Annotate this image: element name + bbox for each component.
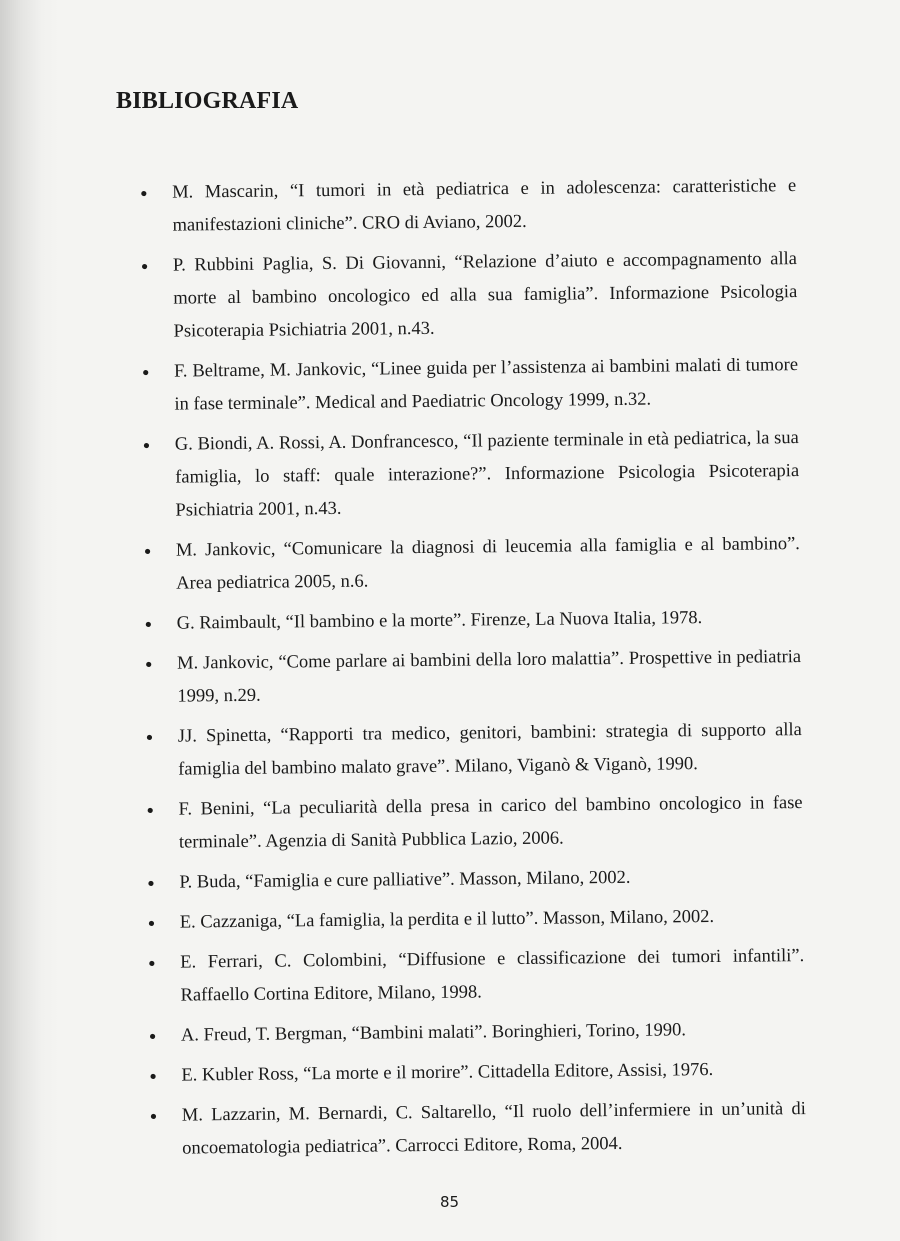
bullet-icon: ● xyxy=(149,1108,158,1123)
bullet-icon: ● xyxy=(140,258,149,273)
bibliography-entry xyxy=(144,940,805,1013)
reference-text: E. Ferrari, C. Colombini, “Diffusione e classificazione dei tumori infantili”. Raffaello Cortina Editore, Milano, 1998. xyxy=(180,946,805,1006)
reference-text: F. Beltrame, M. Jankovic, “Linee guida per l’assistenza ai bambini malati di tumore in fase terminale”. Medical and Paediatric Oncology 1999, n.32. xyxy=(173,355,799,415)
bullet-icon: ● xyxy=(148,955,156,970)
bibliography-entry xyxy=(145,1013,805,1053)
reference-text: A. Freud, T. Bergman, “Bambini malati”. Boringhieri, Torino, 1990. xyxy=(180,1020,687,1046)
reference-text: M. Mascarin, “I tumori in età pediatrica e in adolescenza: caratteristiche e manifestazioni cliniche”. CRO di Aviano, 2002. xyxy=(172,176,797,236)
bullet-icon: ● xyxy=(146,802,154,817)
bibliography-entry xyxy=(142,714,803,787)
bibliography-entry xyxy=(139,422,800,528)
bullet-icon: ● xyxy=(142,437,151,452)
reference-text: M. Jankovic, “Comunicare la diagnosi di leucemia alla famiglia e al bambino”. Area pediatrica 2005, n.6. xyxy=(175,534,800,594)
reference-text: G. Biondi, A. Rossi, A. Donfrancesco, “Il paziente terminale in età pediatrica, la sua famiglia, lo staff: quale interazione?”. Informazione Psicologia Psicoterapia Psichiatria 2001, n.43. xyxy=(174,428,800,521)
reference-text: E. Cazzaniga, “La famiglia, la perdita e il lutto”. Masson, Milano, 2002. xyxy=(179,906,715,933)
bibliography-entry xyxy=(145,1053,805,1093)
bibliography-entry xyxy=(138,349,799,422)
reference-text: P. Rubbini Paglia, S. Di Giovanni, “Relazione d’aiuto e accompagnamento alla morte al bambino oncologico ed alla sua famiglia”. Informazione Psicologia Psicoterapia Psichiatria 2001, n.43. xyxy=(172,249,798,342)
reference-text: P. Buda, “Famiglia e cure palliative”. Masson, Milano, 2002. xyxy=(179,867,631,893)
bullet-icon: ● xyxy=(144,616,153,631)
bullet-icon: ● xyxy=(140,185,148,200)
bibliography-entry xyxy=(140,528,801,601)
bibliography-entry xyxy=(144,900,804,940)
bullet-icon: ● xyxy=(145,729,154,744)
page-number: 85 xyxy=(440,1193,460,1211)
bibliography-entry xyxy=(141,601,801,641)
bullet-icon: ● xyxy=(145,656,153,671)
reference-text: M. Jankovic, “Come parlare ai bambini della loro malattia”. Prospettive in pediatria 1999, n.29. xyxy=(176,647,802,707)
bibliography-entry xyxy=(136,170,797,243)
bullet-icon: ● xyxy=(147,915,156,930)
bullet-icon: ● xyxy=(141,364,150,379)
reference-text: F. Benini, “La peculiarità della presa in carico del bambino oncologico in fase terminale”. Agenzia di Sanità Pubblica Lazio, 2006. xyxy=(178,793,803,853)
bullet-icon: ● xyxy=(149,1068,157,1083)
page-title: BIBLIOGRAFIA xyxy=(116,88,299,114)
bibliography-entry xyxy=(143,860,803,900)
bibliography-entry xyxy=(141,641,802,714)
bibliography-entry xyxy=(146,1093,807,1166)
bullet-icon: ● xyxy=(143,543,152,558)
bibliography-entry xyxy=(142,787,803,860)
bibliography-list xyxy=(136,170,806,1173)
reference-text: G. Raimbault, “Il bambino e la morte”. Firenze, La Nuova Italia, 1978. xyxy=(176,608,703,634)
bibliography-entry xyxy=(137,243,798,349)
bullet-icon: ● xyxy=(148,1028,157,1043)
bullet-icon: ● xyxy=(147,875,155,890)
reference-text: E. Kubler Ross, “La morte e il morire”. Cittadella Editore, Assisi, 1976. xyxy=(181,1060,714,1086)
reference-text: JJ. Spinetta, “Rapporti tra medico, genitori, bambini: strategia di supporto alla famiglia del bambino malato grave”. Milano, Viganò & Viganò, 1990. xyxy=(177,720,802,780)
reference-text: M. Lazzarin, M. Bernardi, C. Saltarello, “Il ruolo dell’infermiere in un’unità di oncoematologia pediatrica”. Carrocci Editore, Roma, 2004. xyxy=(181,1099,806,1159)
